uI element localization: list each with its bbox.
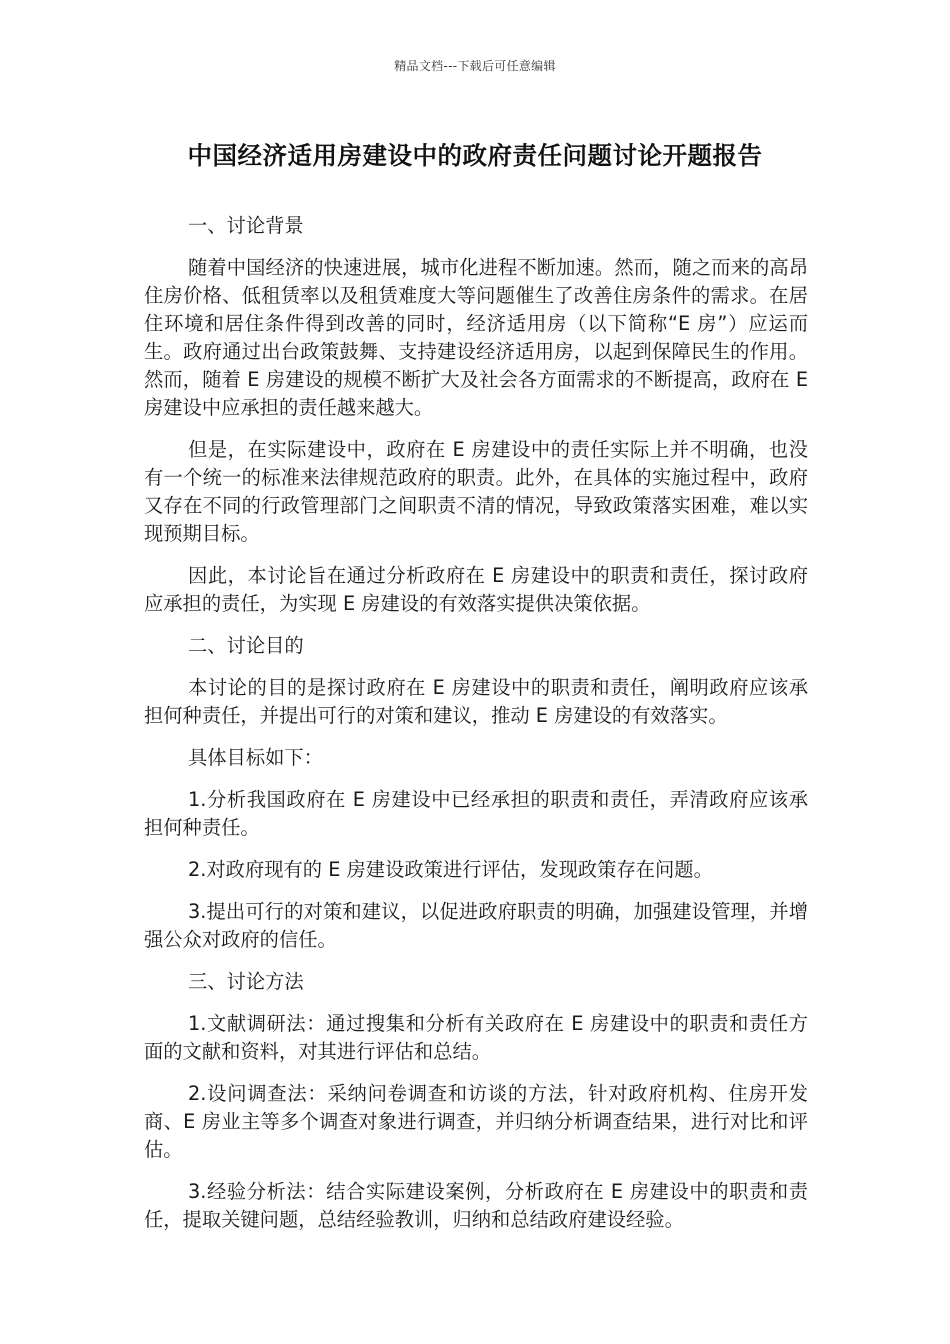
paragraph: 具体目标如下： [188, 746, 323, 769]
list-item: 3.提出可行的对策和建议，以促进政府职责的明确，加强建设管理，并增强公众对政府的信任。 [144, 900, 808, 951]
paragraph: 但是，在实际建设中，政府在 E 房建设中的责任实际上并不明确，也没有一个统一的标准来法律规范政府的职责。此外，在具体的实施过程中，政府又存在不同的行政管理部门之间职责不清的情况，导致政策落实困难，难以实现预期目标。 [144, 438, 808, 545]
list-item: 2.对政府现有的 E 房建设政策进行评估，发现政策存在问题。 [188, 858, 713, 881]
section-heading-purpose: 二、讨论目的 [188, 634, 304, 657]
page-title: 中国经济适用房建设中的政府责任问题讨论开题报告 [187, 141, 763, 170]
list-item: 1.文献调研法：通过搜集和分析有关政府在 E 房建设中的职责和责任方面的文献和资料，对其进行评估和总结。 [144, 1012, 808, 1063]
paragraph: 随着中国经济的快速进展，城市化进程不断加速。然而，随之而来的高昂住房价格、低租赁率以及租赁难度大等问题催生了改善住房条件的需求。在居住环境和居住条件得到改善的同时，经济适用房（以下简称“E 房”）应运而生。政府通过出台政策鼓舞、支持建设经济适用房，以起到保障民生的作用。然而，随着 E 房建设的规模不断扩大及社会各方面需求的不断提高，政府在 E 房建设中应承担的责任越来越大。 [144, 256, 808, 419]
paragraph: 本讨论的目的是探讨政府在 E 房建设中的职责和责任，阐明政府应该承担何种责任，并提出可行的对策和建议，推动 E 房建设的有效落实。 [144, 676, 808, 727]
section-heading-background: 一、讨论背景 [188, 214, 304, 237]
list-item: 1.分析我国政府在 E 房建设中已经承担的职责和责任，弄清政府应该承担何种责任。 [144, 788, 808, 839]
paragraph: 因此，本讨论旨在通过分析政府在 E 房建设中的职责和责任，探讨政府应承担的责任，为实现 E 房建设的有效落实提供决策依据。 [144, 564, 808, 615]
document-body [144, 212, 808, 1248]
header-watermark: 精品文档---下载后可任意编辑 [394, 59, 556, 73]
section-heading-method: 三、讨论方法 [188, 970, 304, 993]
list-item: 3.经验分析法：结合实际建设案例，分析政府在 E 房建设中的职责和责任，提取关键问题，总结经验教训，归纳和总结政府建设经验。 [144, 1180, 808, 1231]
list-item: 2.设问调查法：采纳问卷调查和访谈的方法，针对政府机构、住房开发商、E 房业主等多个调查对象进行调查，并归纳分析调查结果，进行对比和评估。 [144, 1082, 808, 1161]
